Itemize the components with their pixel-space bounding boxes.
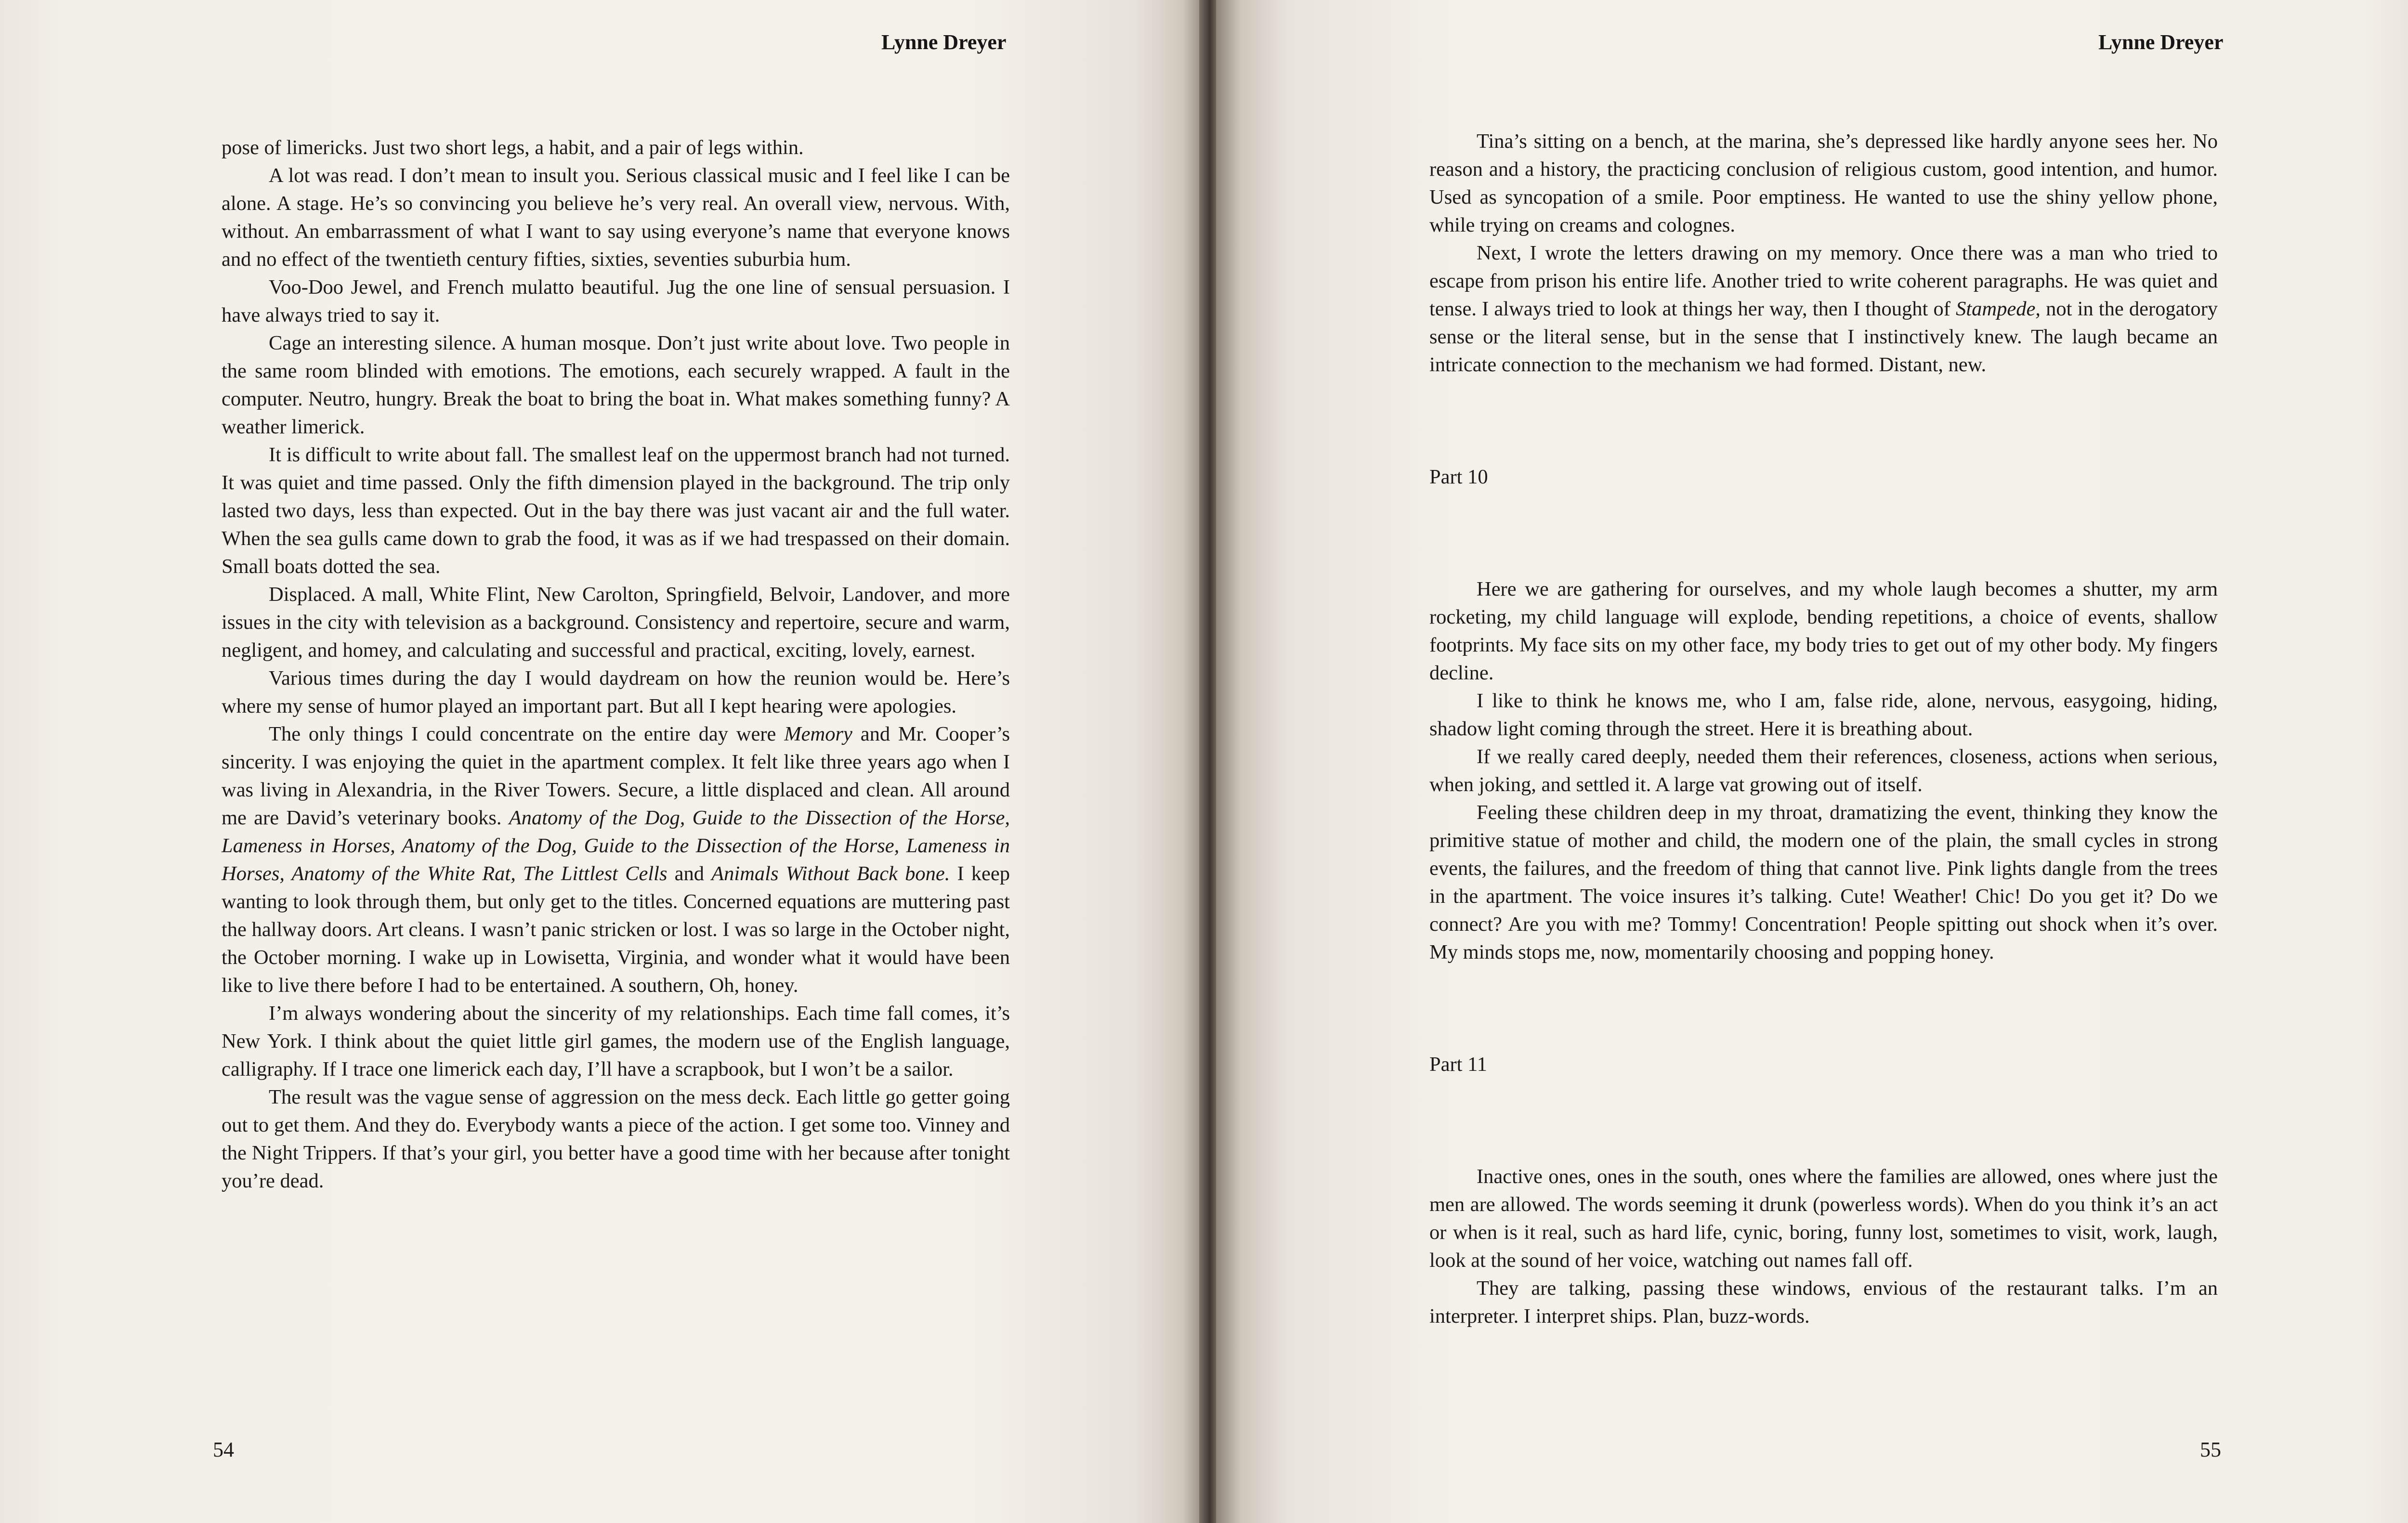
paragraph: Here we are gathering for ourselves, and my whole laugh becomes a shutter, my arm rocketing, my child language will explode, bending repetitions, a choice of events, shallow footprints. My face sits on my other face, my body tries to get out of my other body. My fingers decline. (1429, 578, 2218, 684)
italic-title: Stampede, (1956, 298, 2041, 320)
page-number: 54 (213, 1438, 234, 1461)
section-heading-part-10: Part 10 (1429, 466, 1488, 488)
text-run: The only things I could concentrate on the entire day were (269, 723, 776, 745)
paragraph: It is difficult to write about fall. The smallest leaf on the uppermost branch had not turned. It was quiet and time passed. Only the fifth dimension played in the background. The trip only lasted two days, less than expected. Out in the bay there was just vacant air and the full water. When the sea gulls came down to grab the food, it was as if we had trespassed on their domain. Small boats dotted the sea. (222, 443, 1010, 578)
paragraph: If we really cared deeply, needed them their references, closeness, actions when serious, when joking, and settled it. A large vat growing out of itself. (1429, 745, 2218, 796)
text-run: not in the derogatory sense or the literal sense, but in the sense that I instinctively knew. The laugh became an intricate connection to the mechanism we had formed. Distant, new. (1429, 298, 2218, 376)
running-header: Lynne Dreyer (2098, 30, 2224, 54)
paragraph: pose of limericks. Just two short legs, a habit, and a pair of legs within. (222, 136, 804, 159)
paragraph: I like to think he knows me, who I am, false ride, alone, nervous, easygoing, hiding, shadow light coming through the street. Here it is breathing about. (1429, 690, 2218, 740)
paragraph: I’m always wondering about the sincerity of my relationships. Each time fall comes, it’s New York. I think about the quiet little girl games, the modern use of the English language, calligraphy. If I trace one limerick each day, I’ll have a scrapbook, but I won’t be a sailor. (222, 1002, 1010, 1080)
paragraph (222, 720, 1010, 1000)
text-run: and (674, 862, 705, 885)
paragraph: Voo-Doo Jewel, and French mulatto beautiful. Jug the one line of sensual persuasion. I have always tried to say it. (222, 276, 1010, 326)
paragraph: Inactive ones, ones in the south, ones where the families are allowed, ones where just the men are allowed. The words seeming it drunk (powerless words). When do you think it’s an act or when is it real, such as hard life, cynic, boring, funny lost, sometimes to visit, work, laugh, look at the sound of her voice, watching out names fall off. (1429, 1165, 2218, 1272)
italic-title: Animals Without Back bone. (711, 862, 950, 885)
right-page (1216, 0, 2408, 1523)
text-run: and Mr. Cooper’s sincerity. I was enjoying the quiet in the apartment complex. It felt like three years ago when I was living in Alexandria, in the River Towers. Secure, a little displaced and clean. All around me are David’s veterinary books. (222, 723, 1010, 829)
paragraph: Tina’s sitting on a bench, at the marina, she’s depressed like hardly anyone sees her. No reason and a history, the practicing conclusion of religious custom, good intention, and humor. Used as syncopation of a smile. Poor emptiness. He wanted to use the shiny yellow phone, while trying on creams and colognes. (1429, 130, 2218, 236)
paragraph: Displaced. A mall, White Flint, New Carolton, Springfield, Belvoir, Landover, and more issues in the city with television as a background. Consistency and repertoire, secure and warm, negligent, and homey, and calculating and successful and practical, exciting, lovely, earnest. (222, 583, 1010, 662)
text-run: Next, I wrote the letters drawing on my memory. Once there was a man who tried to escape from prison his entire life. Another tried to write coherent paragraphs. He was quiet and tense. I always tried to look at things her way, then I thought of (1429, 242, 2218, 320)
italic-title: Anatomy of the Dog, Guide to the Dissection of the Horse, Lameness in Horses, Anatomy of the Dog, Guide to the Dissection of the Horse, Lameness in Horses, Anatomy of the White Rat, The Littlest Cells (222, 807, 1010, 885)
paragraph: Feeling these children deep in my throat, dramatizing the event, thinking they know the primitive statue of mother and child, the modern one of the plain, the small cycles in strong events, the failures, and the freedom of thing that cannot live. Pink lights dangle from the trees in the apartment. The voice insures it’s talking. Cute! Weather! Chic! Do you get it? Do we connect? Are you with me? Tommy! Concentration! People spitting out shock when it’s over. My minds stops me, now, momentarily choosing and popping honey. (1429, 801, 2218, 963)
page-number: 55 (2200, 1438, 2221, 1461)
paragraph (1429, 239, 2218, 379)
paragraph: The result was the vague sense of aggression on the mess deck. Each little go getter going out to get them. And they do. Everybody wants a piece of the action. I get some too. Vinney and the Night Trippers. If that’s your girl, you better have a good time with her because after tonight you’re dead. (222, 1086, 1010, 1192)
text-run: I keep wanting to look through them, but only get to the titles. Concerned equations are muttering past the hallway doors. Art cleans. I wasn’t panic stricken or lost. I was so large in the October night, the October morning. I wake up in Lowisetta, Virginia, and wonder what it would have been like to live there before I had to be entertained. A southern, Oh, honey. (222, 862, 1010, 997)
left-body-text (222, 134, 1010, 1195)
section-heading-part-11: Part 11 (1429, 1053, 1488, 1076)
running-header: Lynne Dreyer (881, 30, 1007, 54)
paragraph: Cage an interesting silence. A human mosque. Don’t just write about love. Two people in the same room blinded with emotions. The emotions, each securely wrapped. A fault in the computer. Neutro, hungry. Break the boat to bring the boat in. What makes something funny? A weather limerick. (222, 332, 1010, 438)
paragraph: Various times during the day I would daydream on how the reunion would be. Here’s where my sense of humor played an important part. But all I kept hearing were apologies. (222, 667, 1010, 717)
paragraph: A lot was read. I don’t mean to insult you. Serious classical music and I feel like I can be alone. A stage. He’s so convincing you believe he’s very real. An overall view, nervous. With, without. An embarrassment of what I want to say using everyone’s name that everyone knows and no effect of the twentieth century fifties, sixties, seventies suburbia hum. (222, 164, 1010, 271)
paragraph: They are talking, passing these windows, envious of the restaurant talks. I’m an interpreter. I interpret ships. Plan, buzz-words. (1429, 1277, 2218, 1328)
right-body-text (1429, 128, 2218, 1330)
italic-title: Memory (784, 723, 852, 745)
